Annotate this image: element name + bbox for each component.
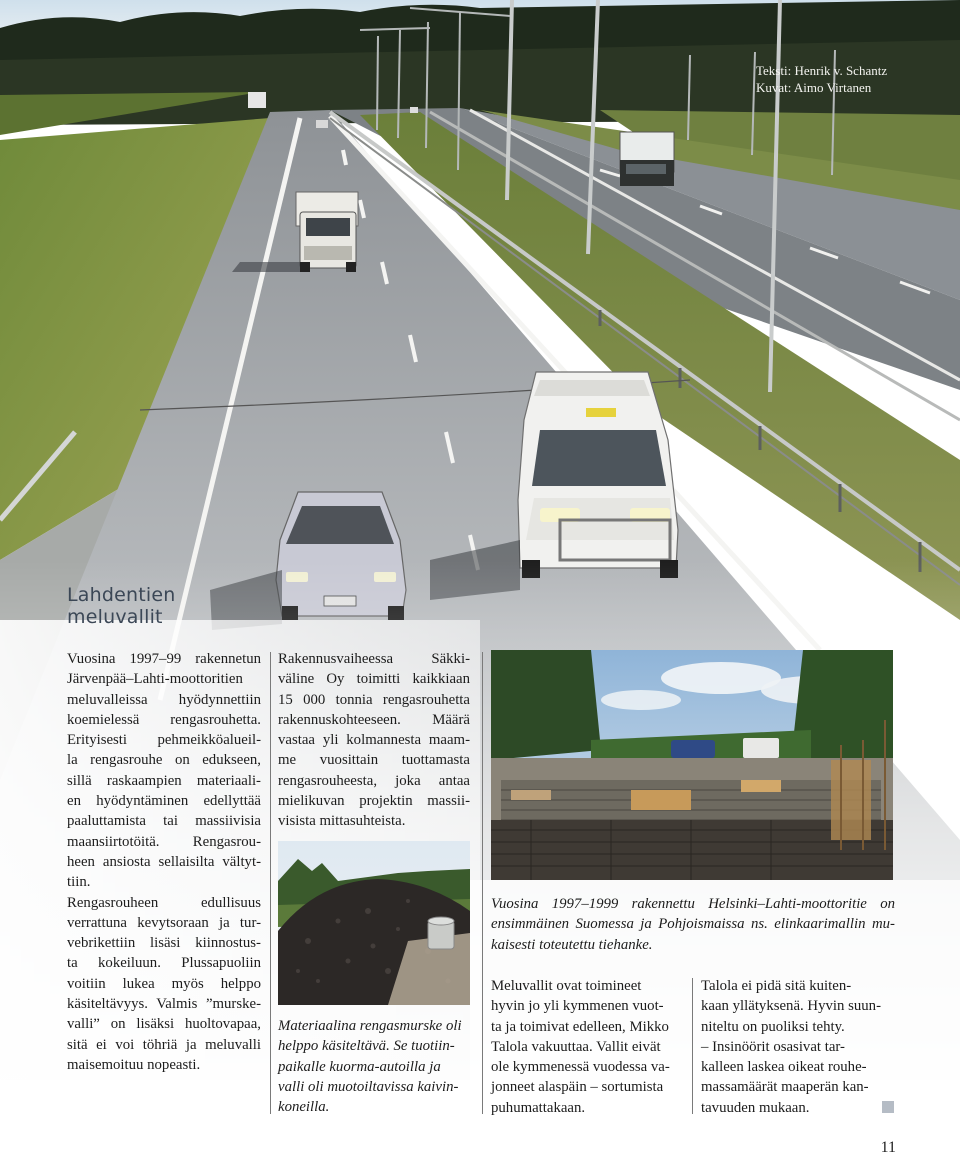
text-line: tiin. [67, 874, 91, 891]
text-line: sillä raskaampien materiaali- [67, 772, 261, 789]
photo-credits [756, 62, 956, 96]
tire-crumb-pile-photo [278, 841, 470, 1005]
text-line: ole kymmenessä vuodessa va- [491, 1059, 670, 1076]
column-divider [482, 652, 483, 1114]
text-line: massamäärät maaperän kan- [701, 1079, 869, 1096]
text-line: niteltu on puoliksi tehty. [701, 1018, 845, 1035]
text-line: käsiteltävyys. Valmis ”murske- [67, 996, 261, 1013]
end-of-article-mark [882, 1101, 894, 1113]
text-line: 15 000 tonnia rengasrouhetta [278, 691, 470, 708]
body-column-middle [278, 649, 470, 832]
construction-site-photo [491, 650, 893, 880]
text-line: tavuuden mukaan. [701, 1099, 810, 1116]
text-line: vebrikettiin lisäsi kiinnostus- [67, 935, 261, 952]
text-line: valli” on lisäksi huoltovapaa, [67, 1016, 261, 1033]
text-line: Talola vakuuttaa. Vallit eivät [491, 1038, 661, 1055]
text-line: maansiirtotöitä. Rengasrou- [67, 833, 261, 850]
column-divider [692, 978, 693, 1114]
text-line: vastaa yli kolmannesta maam- [278, 732, 470, 749]
body-column-right-1 [491, 976, 682, 1118]
text-line: meluvalleissa hyödynnettiin [67, 691, 261, 708]
text-line: en hyödyntäminen edellyttää [67, 793, 261, 810]
text-line: Järvenpää–Lahti-moottoritien [67, 671, 243, 688]
text-line: maisemoituu nopeasti. [67, 1056, 201, 1073]
pile-photo-caption [278, 1016, 472, 1117]
text-line: hyvin jo yli kymmenen vuot- [491, 998, 664, 1015]
text-line: Rengasrouheen edullisuus [67, 894, 261, 911]
text-line: Erityisesti pehmeikköalueil- [67, 732, 261, 749]
text-line: jonneet alaspäin – sortumista [491, 1079, 664, 1096]
text-line: la rengasrouhe on edukseen, [67, 752, 261, 769]
text-line: kaan yllätyksenä. Hyvin suun- [701, 998, 881, 1015]
text-line: kalleen laskea oikeat rouhe- [701, 1059, 867, 1076]
text-line: helppo käsiteltävä. Se tuotiin- [278, 1038, 455, 1055]
text-line: koemielessä rengasrouhetta. [67, 711, 261, 728]
text-line: rengasrouheesta, joka antaa [278, 772, 470, 789]
text-line: kaisesti toteutettu tiehanke. [491, 936, 653, 953]
text-line: paikalle kuorma-autoilla ja [278, 1058, 441, 1075]
text-line: paaluttamista tai massiivisia [67, 813, 261, 830]
text-line: ta kokeiluun. Plussapuoliin [67, 955, 261, 972]
body-column-left [67, 649, 261, 1075]
column-divider [270, 652, 271, 1114]
text-line: – Insinöörit osasivat tar- [701, 1038, 845, 1055]
text-credit: Teksti: Henrik v. Schantz [756, 63, 888, 78]
heading-line-2: meluvallit [67, 606, 163, 628]
text-line: sitä ei voi töhriä ja meluvalli [67, 1036, 261, 1053]
text-line: ta ja toimivat edelleen, Mikko [491, 1018, 669, 1035]
page-number: 11 [880, 1139, 896, 1156]
text-line: koneilla. [278, 1099, 330, 1116]
photo-credit: Kuvat: Aimo Virtanen [756, 80, 872, 95]
text-line: puhumattakaan. [491, 1099, 586, 1116]
text-line: mielikuvan projektin massii- [278, 793, 470, 810]
article-heading [67, 584, 277, 628]
text-line: Vuosina 1997–99 rakennetun [67, 651, 261, 667]
text-line: me vuosittain tuottamasta [278, 752, 470, 769]
text-line: Materiaalina rengasmurske oli [278, 1018, 462, 1034]
heading-line-1: Lahdentien [67, 584, 176, 606]
text-line: Talola ei pidä sitä kuiten- [701, 978, 852, 994]
text-line: rakennuskohteeseen. Määrä [278, 711, 470, 728]
body-column-right-2 [701, 976, 895, 1118]
site-photo-caption [491, 894, 895, 955]
text-line: Vuosina 1997–1999 rakennettu Helsinki–Lahti-moottoritie on [491, 896, 895, 912]
text-line: heen ansiosta sellaisilta vältyt- [67, 853, 261, 870]
text-line: voitiin lukea myös helppo [67, 975, 261, 992]
text-line: väline Oy toimitti kaikkiaan [278, 671, 470, 688]
text-line: verrattuna kevytsoraan ja tur- [67, 914, 261, 931]
text-line: valli oli muotoiltavissa kaivin- [278, 1078, 459, 1095]
text-line: visista mittasuhteista. [278, 813, 406, 830]
text-line: ensimmäinen Suomessa ja Pohjoismaissa ns. elinkaarimallin mu- [491, 916, 895, 933]
text-line: Meluvallit ovat toimineet [491, 978, 642, 994]
text-line: Rakennusvaiheessa Säkki- [278, 651, 470, 667]
